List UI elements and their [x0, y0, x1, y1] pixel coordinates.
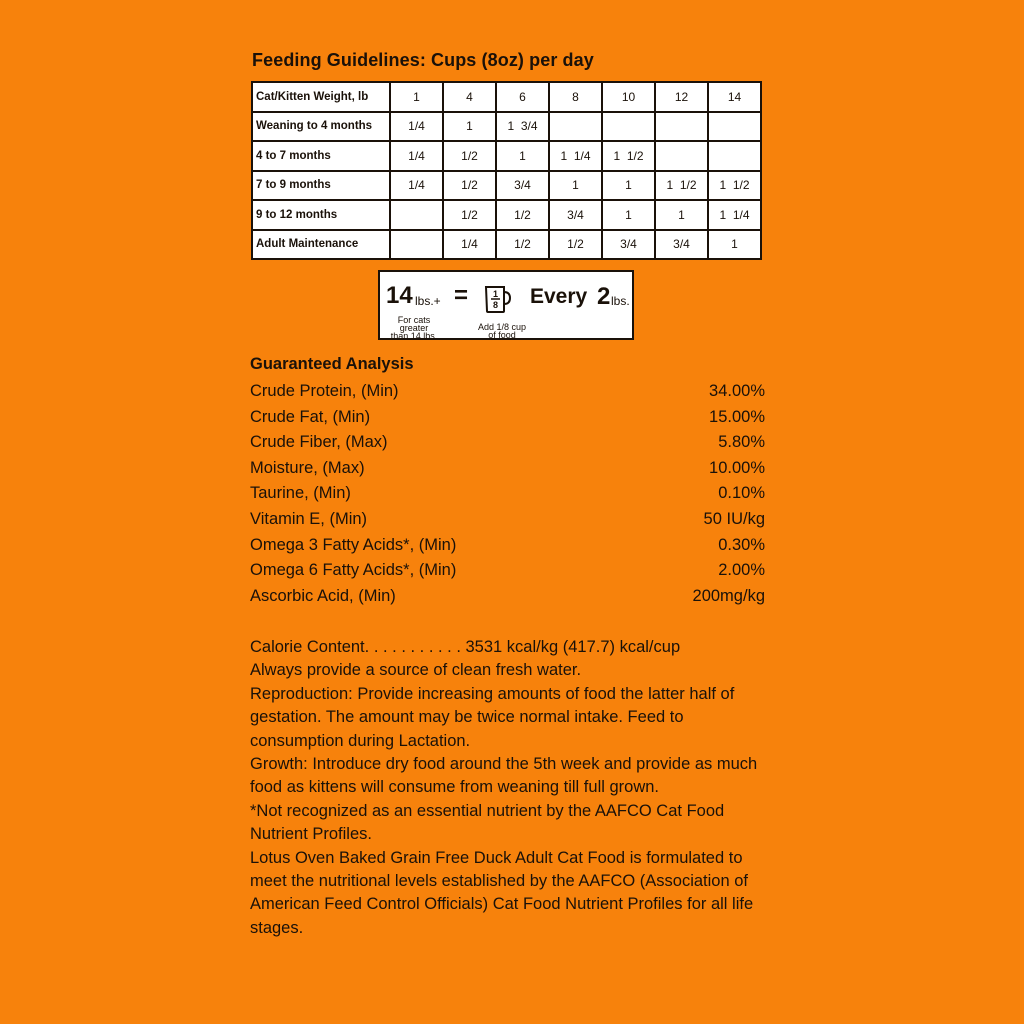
list-item — [250, 430, 765, 456]
weight-cell: 4 — [443, 82, 496, 112]
table-cell — [390, 200, 443, 230]
table-cell: 1 — [602, 200, 655, 230]
table-cell: 1/2 — [443, 200, 496, 230]
nutrient-name: Ascorbic Acid, (Min) — [250, 586, 396, 605]
list-item — [250, 584, 765, 610]
table-cell — [655, 141, 708, 171]
extra-note-mid — [466, 323, 538, 339]
nutrient-value: 200mg/kg — [692, 586, 765, 605]
table-cell: 1 — [549, 171, 602, 201]
extra-note-left — [386, 316, 442, 340]
weight-cell: 1 — [390, 82, 443, 112]
nutrient-name: Crude Protein, (Min) — [250, 382, 399, 400]
row-label: Weaning to 4 months — [252, 112, 390, 142]
nutrient-name: Taurine, (Min) — [250, 484, 351, 503]
calorie-content: Calorie Content. . . . . . . . . . . 3531 kcal/kg (417.7) kcal/cup — [250, 638, 681, 656]
table-row — [252, 200, 761, 230]
nutrient-value: 34.00% — [709, 382, 765, 400]
list-item — [250, 558, 765, 584]
note-line: of food — [488, 330, 516, 340]
nutrient-value: 0.10% — [718, 484, 765, 503]
measuring-cup-icon — [483, 284, 511, 314]
weight-cell: 8 — [549, 82, 602, 112]
note-line: For cats — [397, 315, 431, 325]
table-cell: 3/4 — [655, 230, 708, 260]
nutrient-name: Crude Fiber, (Max) — [250, 433, 388, 452]
table-cell: 1 1/4 — [549, 141, 602, 171]
table-cell: 1/2 — [549, 230, 602, 260]
equals-sign: = — [454, 282, 469, 309]
table-cell: 1 — [708, 230, 761, 260]
table-cell: 1/4 — [390, 141, 443, 171]
extra-weight-unit: lbs.+ — [415, 294, 441, 308]
nutrient-value: 0.30% — [718, 535, 765, 554]
weight-cell: 6 — [496, 82, 549, 112]
row-label: 9 to 12 months — [252, 200, 390, 230]
weight-cell: 12 — [655, 82, 708, 112]
table-cell — [655, 112, 708, 142]
list-item — [250, 533, 765, 559]
note-paragraph: Reproduction: Provide increasing amounts of food the latter half of gestation. The amount may be twice normal intake. Feed to consumption during Lactation. — [250, 684, 735, 750]
table-cell: 3/4 — [549, 200, 602, 230]
table-row — [252, 171, 761, 201]
table-cell: 1/4 — [390, 112, 443, 142]
note-line: Add 1/8 cup — [477, 322, 527, 332]
list-item — [250, 405, 765, 431]
note-paragraph: Lotus Oven Baked Grain Free Duck Adult Cat Food is formulated to meet the nutritional levels established by the AAFCO (Association of American Feed Control Officials) Cat Food Nutrient Profiles for all life stages. — [250, 848, 754, 937]
list-item — [250, 379, 765, 405]
table-cell: 1/4 — [443, 230, 496, 260]
nutrient-name: Omega 6 Fatty Acids*, (Min) — [250, 561, 457, 580]
table-cell: 1 — [443, 112, 496, 142]
table-cell: 1/2 — [443, 171, 496, 201]
nutrient-value: 10.00% — [709, 458, 765, 477]
note-paragraph: Growth: Introduce dry food around the 5th week and provide as much food as kittens will consume from weaning till full grown. — [250, 755, 758, 797]
table-cell — [602, 112, 655, 142]
table-cell — [708, 141, 761, 171]
table-cell: 1/4 — [390, 171, 443, 201]
row-label: Adult Maintenance — [252, 230, 390, 260]
nutrient-value: 5.80% — [718, 433, 765, 452]
cup-numerator: 1 — [492, 289, 499, 299]
list-item — [250, 481, 765, 507]
every-unit: lbs. — [611, 294, 630, 308]
table-cell — [708, 112, 761, 142]
every-value: 2 — [597, 283, 611, 310]
every-label: Every — [530, 285, 588, 308]
table-cell: 1/2 — [496, 200, 549, 230]
table-cell: 3/4 — [602, 230, 655, 260]
weight-cell: 14 — [708, 82, 761, 112]
table-cell: 1 1/4 — [708, 200, 761, 230]
note-paragraph: *Not recognized as an essential nutrient by the AAFCO Cat Food Nutrient Profiles. — [250, 801, 725, 844]
list-item — [250, 507, 765, 533]
feeding-guidelines-title: Feeding Guidelines: Cups (8oz) per day — [252, 50, 594, 70]
list-item — [250, 456, 765, 482]
table-cell: 1 1/2 — [602, 141, 655, 171]
table-cell: 1/2 — [496, 230, 549, 260]
note-line: than 14 lbs. — [390, 331, 438, 341]
table-cell: 1/2 — [443, 141, 496, 171]
nutrient-name: Moisture, (Max) — [250, 458, 365, 477]
weight-cell: 10 — [602, 82, 655, 112]
row-label: 7 to 9 months — [252, 171, 390, 201]
row-label: 4 to 7 months — [252, 141, 390, 171]
table-cell: 1 1/2 — [655, 171, 708, 201]
table-header-row — [252, 82, 761, 112]
nutrient-name: Vitamin E, (Min) — [250, 509, 368, 528]
table-cell: 1 — [655, 200, 708, 230]
extra-feeding-box — [378, 270, 634, 340]
note-paragraph: Always provide a source of clean fresh water. — [250, 661, 582, 680]
table-cell: 1 — [602, 171, 655, 201]
table-cell: 1 1/2 — [708, 171, 761, 201]
nutrient-name: Crude Fat, (Min) — [250, 407, 371, 426]
table-cell: 3/4 — [496, 171, 549, 201]
guaranteed-analysis-title: Guaranteed Analysis — [250, 355, 414, 373]
weight-header: Cat/Kitten Weight, lb — [252, 82, 390, 112]
nutrient-name: Omega 3 Fatty Acids*, (Min) — [250, 535, 457, 554]
feeding-table — [251, 81, 762, 260]
nutrient-value: 2.00% — [718, 561, 765, 580]
cup-denominator: 8 — [492, 300, 499, 310]
nutrient-value: 15.00% — [709, 407, 765, 426]
table-cell — [390, 230, 443, 260]
table-row — [252, 230, 761, 260]
extra-weight-value: 14 — [386, 282, 413, 309]
table-row — [252, 141, 761, 171]
guaranteed-analysis-list — [250, 379, 765, 609]
table-cell: 1 3/4 — [496, 112, 549, 142]
table-cell: 1 — [496, 141, 549, 171]
product-notes — [250, 636, 770, 940]
note-line: greater — [399, 323, 429, 333]
table-cell — [549, 112, 602, 142]
table-row — [252, 112, 761, 142]
nutrient-value: 50 IU/kg — [703, 509, 765, 528]
